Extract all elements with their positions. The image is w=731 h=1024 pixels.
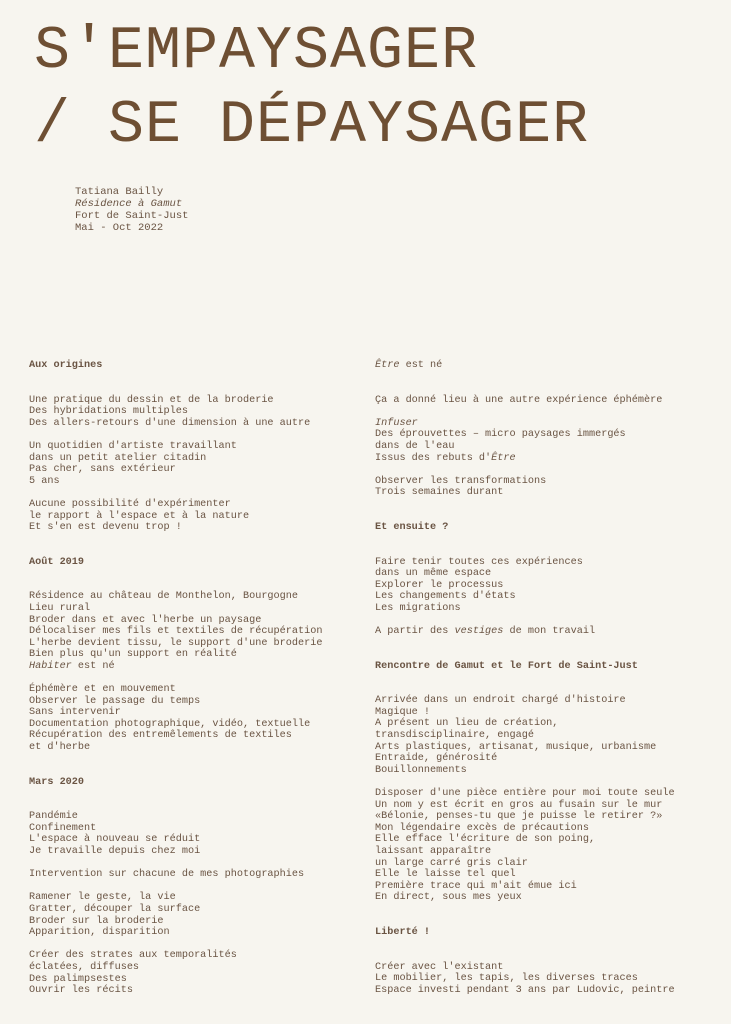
text-line: Ramener le geste, la vie xyxy=(29,892,176,904)
place-name: Fort de Saint-Just xyxy=(75,210,189,222)
text-line: Apparition, disparition xyxy=(29,927,170,939)
text-line: L'espace à nouveau se réduit xyxy=(29,834,201,846)
italic-word: Être xyxy=(491,452,516,464)
text-line: Une pratique du dessin et de la broderie xyxy=(29,394,274,406)
text-fragment: est né xyxy=(71,660,115,672)
section-heading: Liberté ! xyxy=(375,926,431,938)
italic-word: vestiges xyxy=(454,626,504,638)
italic-word: Être xyxy=(375,360,400,371)
text-line: Le mobilier, les tapis, les diverses traces xyxy=(375,973,638,985)
text-line: dans un même espace xyxy=(375,568,492,580)
text-line: Mon légendaire excès de précautions xyxy=(375,822,589,834)
text-line: Faire tenir toutes ces expériences xyxy=(375,556,583,568)
right-column xyxy=(375,360,715,996)
text-line xyxy=(29,661,359,673)
text-line: Disposer d'une pièce entière pour moi toute seule xyxy=(375,788,675,800)
title-line-1: S'EMPAYSAGER xyxy=(34,18,479,86)
text-line: Entraide, générosité xyxy=(375,753,498,765)
text-line: Observer les transformations xyxy=(375,475,547,487)
text-line: 5 ans xyxy=(29,475,60,487)
credits-block xyxy=(75,186,188,234)
text-line: A présent un lieu de création, xyxy=(375,718,559,730)
text-line: Pandémie xyxy=(29,811,78,823)
text-line: Un nom y est écrit en gros au fusain sur le mur xyxy=(375,799,663,811)
text-line: En direct, sous mes yeux xyxy=(375,892,522,904)
text-line: Broder dans et avec l'herbe un paysage xyxy=(29,614,262,626)
title-line-2: / SE DÉPAYSAGER xyxy=(34,92,590,160)
text-line: Aucune possibilité d'expérimenter xyxy=(29,498,231,510)
text-line: Sans intervenir xyxy=(29,707,121,719)
text-line: Des allers-retours d'une dimension à une autre xyxy=(29,417,311,429)
text-line: Arrivée dans un endroit chargé d'histoire xyxy=(375,695,626,707)
section-heading: Et ensuite ? xyxy=(375,521,449,533)
text-line: le rapport à l'espace et à la nature xyxy=(29,510,250,522)
text-line xyxy=(375,626,715,638)
text-line: Bouillonnements xyxy=(375,764,467,776)
residence-name: Résidence à Gamut xyxy=(75,198,183,210)
text-line: Intervention sur chacune de mes photographies xyxy=(29,869,305,881)
text-line: Trois semaines durant xyxy=(375,487,504,499)
section-heading: Rencontre de Gamut et le Fort de Saint-Just xyxy=(375,660,638,672)
date-range: Mai - Oct 2022 xyxy=(75,222,164,234)
text-line: Les migrations xyxy=(375,602,461,614)
text-line: Un quotidien d'artiste travaillant xyxy=(29,440,237,452)
text-line: L'herbe devient tissu, le support d'une broderie xyxy=(29,637,323,649)
text-line: dans un petit atelier citadin xyxy=(29,452,207,464)
text-line: un large carré gris clair xyxy=(375,857,528,869)
text-line: Délocaliser mes fils et textiles de récupération xyxy=(29,626,323,638)
text-line xyxy=(375,453,715,465)
text-line: Première trace qui m'ait émue ici xyxy=(375,880,577,892)
text-line: Des éprouvettes – micro paysages immergés xyxy=(375,429,626,441)
text-line: Espace investi pendant 3 ans par Ludovic, peintre xyxy=(375,984,675,996)
text-line xyxy=(375,360,715,372)
text-line: Observer le passage du temps xyxy=(29,695,201,707)
text-line: Explorer le processus xyxy=(375,579,504,591)
section-heading: Mars 2020 xyxy=(29,776,85,788)
text-line: Créer des strates aux temporalités xyxy=(29,950,237,962)
left-column xyxy=(29,360,359,997)
text-line: Broder sur la broderie xyxy=(29,915,164,927)
text-fragment: A partir des xyxy=(375,626,455,638)
text-line: Et s'en est devenu trop ! xyxy=(29,522,182,534)
text-line: Ouvrir les récits xyxy=(29,985,133,997)
text-line: Ça a donné lieu à une autre expérience éphémère xyxy=(375,394,663,406)
text-fragment: de mon travail xyxy=(503,626,596,638)
section-heading: Aux origines xyxy=(29,360,103,371)
text-line: Résidence au château de Monthelon, Bourgogne xyxy=(29,591,298,603)
text-line: Des hybridations multiples xyxy=(29,406,188,418)
text-line: Je travaille depuis chez moi xyxy=(29,846,201,857)
text-line: Arts plastiques, artisanat, musique, urbanisme xyxy=(375,741,657,753)
text-line: Elle efface l'écriture de son poing, xyxy=(375,834,596,846)
text-line: Confinement xyxy=(29,822,97,834)
text-line: dans de l'eau xyxy=(375,440,455,452)
section-heading: Août 2019 xyxy=(29,556,85,568)
text-fragment: Issus des rebuts d' xyxy=(375,452,492,464)
italic-word: Habiter xyxy=(29,660,72,672)
author-name: Tatiana Bailly xyxy=(75,186,164,198)
text-line: Récupération des entremêlements de textiles xyxy=(29,730,292,742)
text-line: Magique ! xyxy=(375,706,431,718)
text-line: transdisciplinaire, engagé xyxy=(375,730,534,742)
text-line: Des palimpsestes xyxy=(29,973,127,985)
text-line: laissant apparaître xyxy=(375,846,492,857)
text-line: Gratter, découper la surface xyxy=(29,903,201,915)
text-line: Éphémère et en mouvement xyxy=(29,684,176,696)
text-line: et d'herbe xyxy=(29,742,91,754)
text-line: Lieu rural xyxy=(29,602,91,614)
text-line: Les changements d'états xyxy=(375,591,516,603)
text-line: Pas cher, sans extérieur xyxy=(29,464,176,476)
text-line: Documentation photographique, vidéo, textuelle xyxy=(29,718,311,730)
text-line: Elle le laisse tel quel xyxy=(375,869,516,881)
text-line: Infuser xyxy=(375,417,418,429)
text-fragment: est né xyxy=(399,360,443,371)
text-line: Bien plus qu'un support en réalité xyxy=(29,649,237,661)
text-line: éclatées, diffuses xyxy=(29,961,140,973)
text-line: «Bélonie, penses-tu que je puisse le retirer ?» xyxy=(375,811,663,823)
text-line: Créer avec l'existant xyxy=(375,961,504,973)
